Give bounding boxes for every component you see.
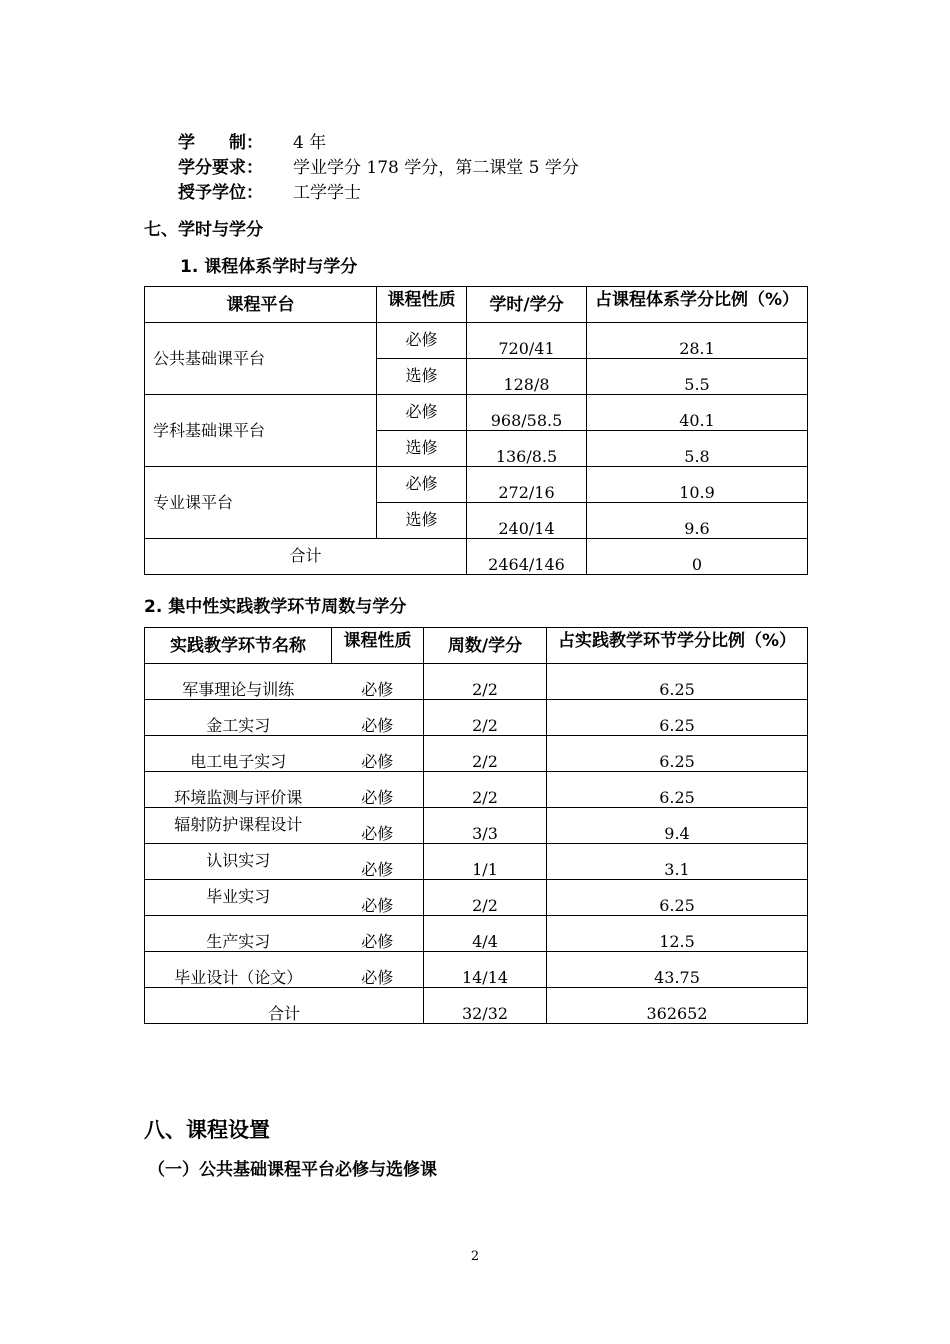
weeks-cell: 14/14 xyxy=(424,952,547,988)
weeks-cell: 2/2 xyxy=(424,772,547,808)
table-row xyxy=(145,664,808,700)
hours-cell: 240/14 xyxy=(467,503,587,539)
name-cell: 军事理论与训练 xyxy=(145,664,332,700)
table-row xyxy=(145,772,808,808)
t2-header-weeks: 周数/学分 xyxy=(424,628,547,664)
hours-cell: 272/16 xyxy=(467,467,587,503)
course-hours-table xyxy=(144,286,808,575)
ratio-cell: 43.75 xyxy=(547,952,808,988)
ratio-cell: 10.9 xyxy=(587,467,808,503)
total-ratio-cell: 362652 xyxy=(547,988,808,1024)
credit-requirement-label: 学分要求： xyxy=(178,158,263,178)
ratio-cell: 5.8 xyxy=(587,431,808,467)
ratio-cell: 6.25 xyxy=(547,700,808,736)
table-row xyxy=(145,467,808,503)
platform-cell: 学科基础课平台 xyxy=(145,395,377,467)
page-number: 2 xyxy=(470,1249,480,1264)
ratio-cell: 6.25 xyxy=(547,772,808,808)
type-cell: 必修 xyxy=(377,323,467,359)
practice-weeks-table xyxy=(144,627,808,1024)
duration-label: 学 制： xyxy=(178,133,263,153)
ratio-cell: 5.5 xyxy=(587,359,808,395)
hours-cell: 128/8 xyxy=(467,359,587,395)
table-total-row xyxy=(145,988,808,1024)
section8-sub1: （一）公共基础课程平台必修与选修课 xyxy=(148,1160,437,1180)
section7-title: 七、学时与学分 xyxy=(144,220,263,240)
weeks-cell: 2/2 xyxy=(424,736,547,772)
platform-cell: 公共基础课平台 xyxy=(145,323,377,395)
type-cell: 必修 xyxy=(332,952,424,988)
section7-sub1: 1. 课程体系学时与学分 xyxy=(180,257,358,277)
type-cell: 必修 xyxy=(332,916,424,952)
ratio-cell: 6.25 xyxy=(547,880,808,916)
total-label-cell: 合计 xyxy=(145,539,467,575)
table-row xyxy=(145,323,808,359)
type-cell: 必修 xyxy=(332,808,424,844)
type-cell: 必修 xyxy=(332,772,424,808)
ratio-cell: 12.5 xyxy=(547,916,808,952)
ratio-cell: 9.4 xyxy=(547,808,808,844)
table-row xyxy=(145,916,808,952)
total-hours-cell: 2464/146 xyxy=(467,539,587,575)
t2-header-ratio: 占实践教学环节学分比例（%） xyxy=(547,628,808,664)
section8-title: 八、课程设置 xyxy=(144,1118,270,1142)
type-cell: 必修 xyxy=(332,736,424,772)
name-cell: 生产实习 xyxy=(145,916,332,952)
weeks-cell: 2/2 xyxy=(424,664,547,700)
credit-requirement-value: 学业学分 178 学分，第二课堂 5 学分 xyxy=(293,158,579,178)
type-cell: 必修 xyxy=(332,844,424,880)
table-row xyxy=(145,844,808,880)
table-total-row xyxy=(145,539,808,575)
weeks-cell: 2/2 xyxy=(424,880,547,916)
table-row xyxy=(145,952,808,988)
name-cell: 环境监测与评价课 xyxy=(145,772,332,808)
hours-cell: 968/58.5 xyxy=(467,395,587,431)
table-row xyxy=(145,736,808,772)
weeks-cell: 1/1 xyxy=(424,844,547,880)
type-cell: 选修 xyxy=(377,359,467,395)
hours-cell: 136/8.5 xyxy=(467,431,587,467)
total-ratio-cell: 0 xyxy=(587,539,808,575)
weeks-cell: 2/2 xyxy=(424,700,547,736)
table-row xyxy=(145,808,808,844)
ratio-cell: 6.25 xyxy=(547,736,808,772)
ratio-cell: 6.25 xyxy=(547,664,808,700)
platform-cell: 专业课平台 xyxy=(145,467,377,539)
weeks-cell: 4/4 xyxy=(424,916,547,952)
name-cell: 辐射防护课程设计 xyxy=(145,808,332,844)
ratio-cell: 40.1 xyxy=(587,395,808,431)
table-row xyxy=(145,880,808,916)
degree-value: 工学学士 xyxy=(293,183,361,203)
ratio-cell: 3.1 xyxy=(547,844,808,880)
total-weeks-cell: 32/32 xyxy=(424,988,547,1024)
type-cell: 必修 xyxy=(332,880,424,916)
type-cell: 必修 xyxy=(377,467,467,503)
type-cell: 选修 xyxy=(377,431,467,467)
t2-header-name: 实践教学环节名称 xyxy=(145,628,332,664)
name-cell: 电工电子实习 xyxy=(145,736,332,772)
type-cell: 必修 xyxy=(332,700,424,736)
name-cell: 认识实习 xyxy=(145,844,332,880)
t1-header-platform: 课程平台 xyxy=(145,287,377,323)
t2-header-type: 课程性质 xyxy=(332,628,424,664)
table-row xyxy=(145,700,808,736)
degree-label: 授予学位： xyxy=(178,183,263,203)
table-row xyxy=(145,395,808,431)
name-cell: 毕业设计（论文） xyxy=(145,952,332,988)
name-cell: 金工实习 xyxy=(145,700,332,736)
ratio-cell: 28.1 xyxy=(587,323,808,359)
weeks-cell: 3/3 xyxy=(424,808,547,844)
type-cell: 必修 xyxy=(332,664,424,700)
section7-sub2: 2. 集中性实践教学环节周数与学分 xyxy=(144,597,407,617)
hours-cell: 720/41 xyxy=(467,323,587,359)
ratio-cell: 9.6 xyxy=(587,503,808,539)
t1-header-ratio: 占课程体系学分比例（%） xyxy=(587,287,808,323)
name-cell: 毕业实习 xyxy=(145,880,332,916)
t1-header-hours: 学时/学分 xyxy=(467,287,587,323)
type-cell: 必修 xyxy=(377,395,467,431)
t1-header-type: 课程性质 xyxy=(377,287,467,323)
duration-value: 4 年 xyxy=(293,133,327,153)
type-cell: 选修 xyxy=(377,503,467,539)
total-label-cell: 合计 xyxy=(145,988,424,1024)
